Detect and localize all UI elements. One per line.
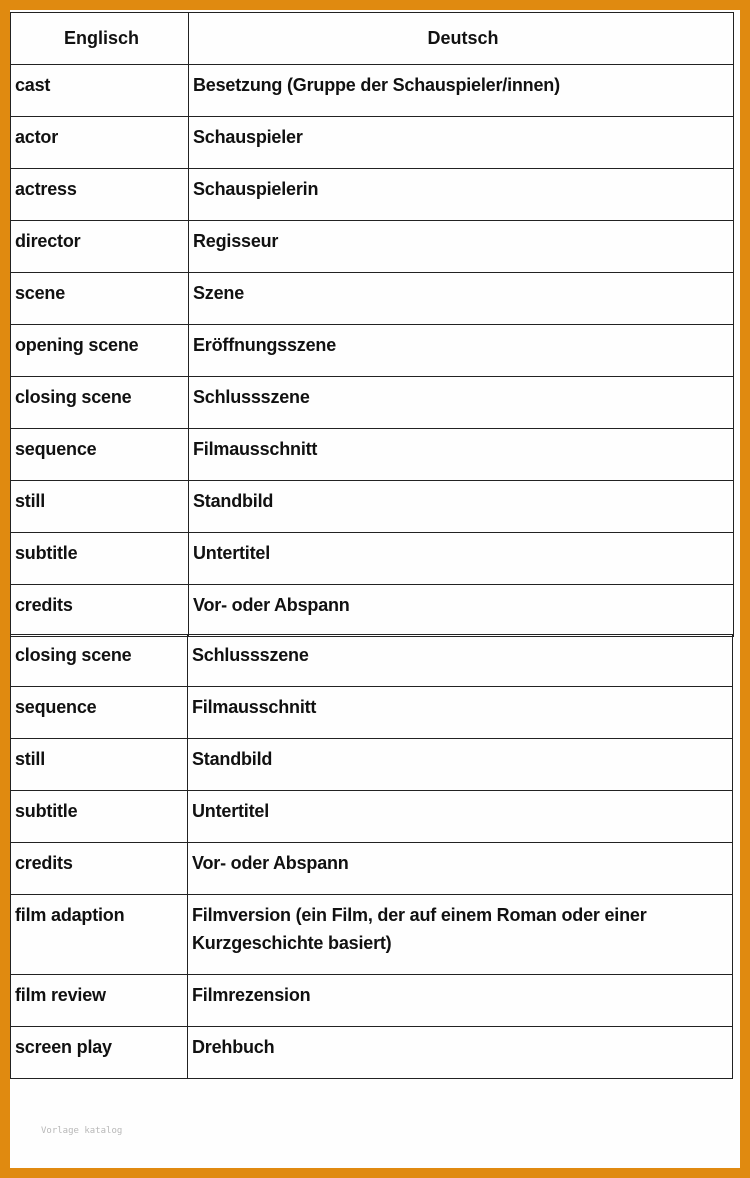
table-row (11, 843, 733, 895)
english-term: screen play (15, 1037, 112, 1057)
table-row (11, 1027, 733, 1079)
english-term: credits (15, 595, 73, 615)
table-row (11, 739, 733, 791)
table-row (11, 975, 733, 1027)
german-term: Standbild (193, 491, 274, 511)
cell-english (11, 687, 188, 739)
cell-english (11, 377, 189, 429)
cell-german (189, 533, 734, 585)
table-header-row (11, 13, 734, 65)
cell-german (188, 687, 733, 739)
cell-english (11, 117, 189, 169)
table-row (11, 895, 733, 975)
cell-english (11, 429, 189, 481)
table-row (11, 481, 734, 533)
german-term: Vor- oder Abspann (192, 853, 349, 873)
cell-german (188, 635, 733, 687)
cell-english (11, 843, 188, 895)
table-row (11, 65, 734, 117)
cell-german (188, 975, 733, 1027)
table-row (11, 585, 734, 637)
german-term: Schauspielerin (193, 179, 319, 199)
german-term: Szene (193, 283, 245, 303)
table-row (11, 429, 734, 481)
cell-english (11, 635, 188, 687)
cell-english (11, 533, 189, 585)
german-term: Schlussszene (192, 645, 309, 665)
cell-german (189, 325, 734, 377)
english-term: subtitle (15, 801, 78, 821)
english-term: cast (15, 75, 51, 95)
german-term: Eröffnungsszene (193, 335, 337, 355)
cell-german (188, 895, 733, 975)
cell-german (189, 117, 734, 169)
cell-english (11, 481, 189, 533)
cell-english (11, 975, 188, 1027)
cell-english (11, 739, 188, 791)
german-term: Schlussszene (193, 387, 310, 407)
cell-german (188, 1027, 733, 1079)
header-english: Englisch (11, 13, 189, 65)
english-term: credits (15, 853, 73, 873)
german-term: Filmversion (ein Film, der auf einem Roman oder einer Kurzgeschichte basiert) (192, 905, 647, 953)
english-term: scene (15, 283, 66, 303)
german-term: Besetzung (Gruppe der Schauspieler/innen) (193, 75, 560, 95)
english-term: actor (15, 127, 59, 147)
cell-german (189, 481, 734, 533)
cell-german (189, 273, 734, 325)
cell-german (189, 221, 734, 273)
cell-german (189, 585, 734, 637)
cell-german (189, 169, 734, 221)
german-term: Filmrezension (192, 985, 311, 1005)
german-term: Untertitel (193, 543, 271, 563)
english-term: still (15, 491, 46, 511)
german-term: Filmausschnitt (192, 697, 317, 717)
cell-german (188, 739, 733, 791)
english-term: subtitle (15, 543, 78, 563)
cell-english (11, 791, 188, 843)
cell-english (11, 65, 189, 117)
table-body-part1 (11, 65, 734, 637)
table-row (11, 687, 733, 739)
english-term: closing scene (15, 387, 132, 407)
cell-english (11, 1027, 188, 1079)
table-row (11, 221, 734, 273)
english-term: director (15, 231, 81, 251)
cell-english (11, 585, 189, 637)
table-row (11, 117, 734, 169)
german-term: Regisseur (193, 231, 279, 251)
document-page (10, 10, 740, 1168)
table-body-part2 (11, 635, 733, 1079)
cell-english (11, 169, 189, 221)
german-term: Untertitel (192, 801, 270, 821)
english-term: actress (15, 179, 77, 199)
cell-english (11, 273, 189, 325)
vocabulary-table-part2 (10, 634, 733, 1079)
table-row (11, 791, 733, 843)
table-row (11, 169, 734, 221)
table-row (11, 377, 734, 429)
english-term: film review (15, 985, 106, 1005)
header-german: Deutsch (189, 13, 734, 65)
cell-german (189, 65, 734, 117)
table-row (11, 533, 734, 585)
german-term: Drehbuch (192, 1037, 275, 1057)
cell-german (188, 791, 733, 843)
english-term: sequence (15, 439, 97, 459)
cell-english (11, 221, 189, 273)
english-term: film adaption (15, 905, 125, 925)
cell-english (11, 325, 189, 377)
german-term: Filmausschnitt (193, 439, 318, 459)
table-row (11, 635, 733, 687)
vocabulary-table-part1 (10, 12, 734, 637)
table-row (11, 325, 734, 377)
cell-german (188, 843, 733, 895)
english-term: sequence (15, 697, 97, 717)
english-term: still (15, 749, 46, 769)
german-term: Standbild (192, 749, 273, 769)
german-term: Vor- oder Abspann (193, 595, 350, 615)
german-term: Schauspieler (193, 127, 303, 147)
english-term: closing scene (15, 645, 132, 665)
english-term: opening scene (15, 335, 139, 355)
table-row (11, 273, 734, 325)
cell-german (189, 377, 734, 429)
watermark-text: Vorlage katalog (41, 1126, 123, 1136)
cell-english (11, 895, 188, 975)
cell-german (189, 429, 734, 481)
